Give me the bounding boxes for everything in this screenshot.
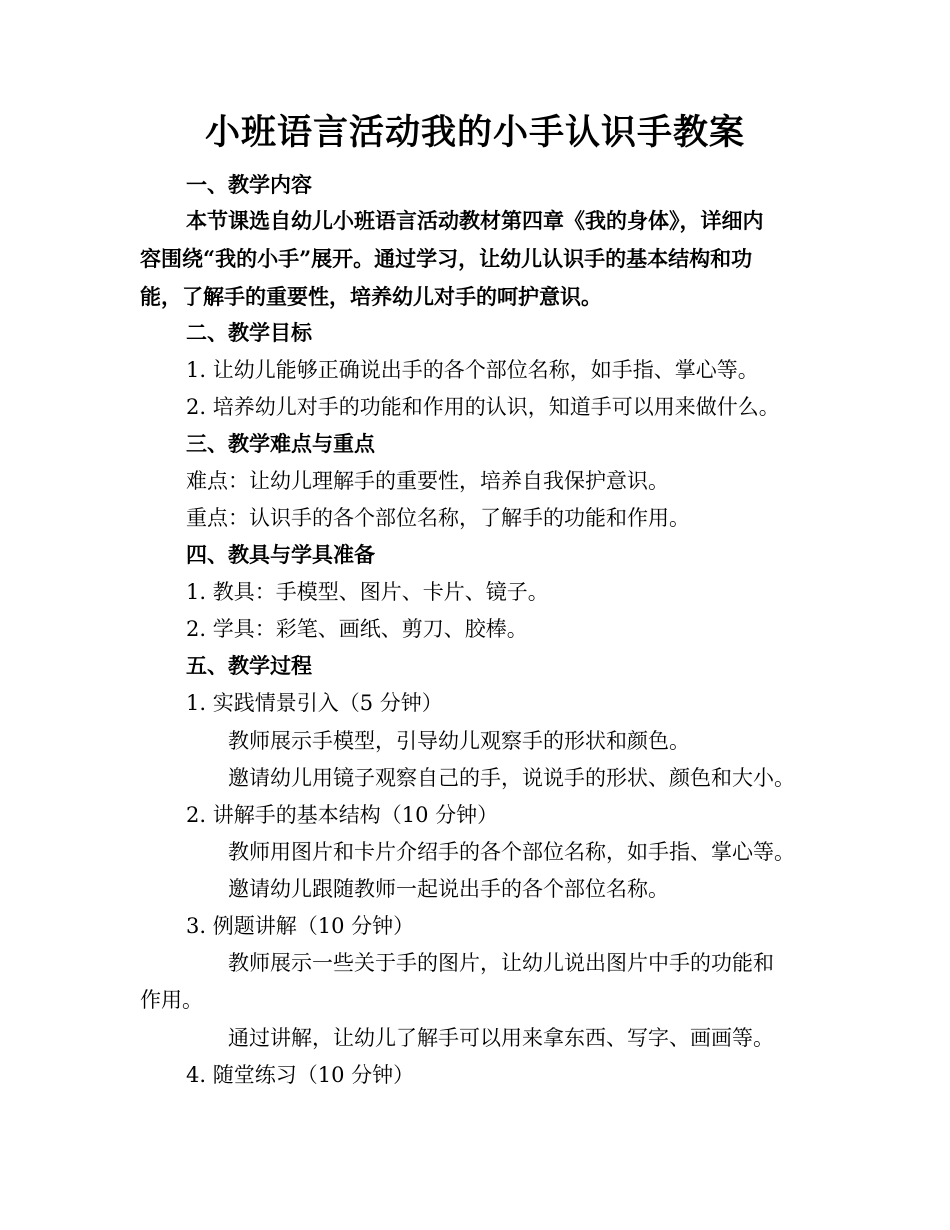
step-line: 教师展示一些关于手的图片，让幼儿说出图片中手的功能和 [228,951,774,975]
section-heading-materials: 四、教具与学具准备 [186,542,375,567]
list-item: 2. 培养幼儿对手的功能和作用的认识，知道手可以用来做什么。 [186,395,780,419]
section-heading-difficulties: 三、教学难点与重点 [186,431,375,456]
difficulty-text: 难点：让幼儿理解手的重要性，培养自我保护意识。 [186,469,669,493]
step-label: 3. 例题讲解（10 分钟） [186,914,415,938]
paragraph-line: 本节课选自幼儿小班语言活动教材第四章《我的身体》，详细内 [186,208,764,233]
paragraph-line: 容围绕“我的小手”展开。通过学习，让幼儿认识手的基本结构和功 [140,246,753,271]
step-label: 4. 随堂练习（10 分钟） [186,1063,415,1087]
step-line: 教师用图片和卡片介绍手的各个部位名称，如手指、掌心等。 [228,840,795,864]
paragraph-line: 能，了解手的重要性，培养幼儿对手的呵护意识。 [140,284,602,309]
section-heading-objectives: 二、教学目标 [186,320,312,345]
list-item: 2. 学具：彩笔、画纸、剪刀、胶棒。 [186,617,528,641]
step-label: 1. 实践情景引入（5 分钟） [186,691,443,715]
step-line: 通过讲解，让幼儿了解手可以用来拿东西、写字、画画等。 [228,1026,774,1050]
step-line: 邀请幼儿用镜子观察自己的手，说说手的形状、颜色和大小。 [228,766,795,790]
section-heading-content: 一、教学内容 [186,172,312,197]
section-heading-process: 五、教学过程 [186,653,312,678]
step-label: 2. 讲解手的基本结构（10 分钟） [186,803,499,827]
key-point-text: 重点：认识手的各个部位名称，了解手的功能和作用。 [186,506,690,530]
list-item: 1. 让幼儿能够正确说出手的各个部位名称，如手指、掌心等。 [186,358,759,382]
step-line: 教师展示手模型，引导幼儿观察手的形状和颜色。 [228,729,690,753]
document-title: 小班语言活动我的小手认识手教案 [204,112,745,153]
step-line: 邀请幼儿跟随教师一起说出手的各个部位名称。 [228,877,669,901]
step-line: 作用。 [140,988,203,1012]
list-item: 1. 教具：手模型、图片、卡片、镜子。 [186,580,549,604]
